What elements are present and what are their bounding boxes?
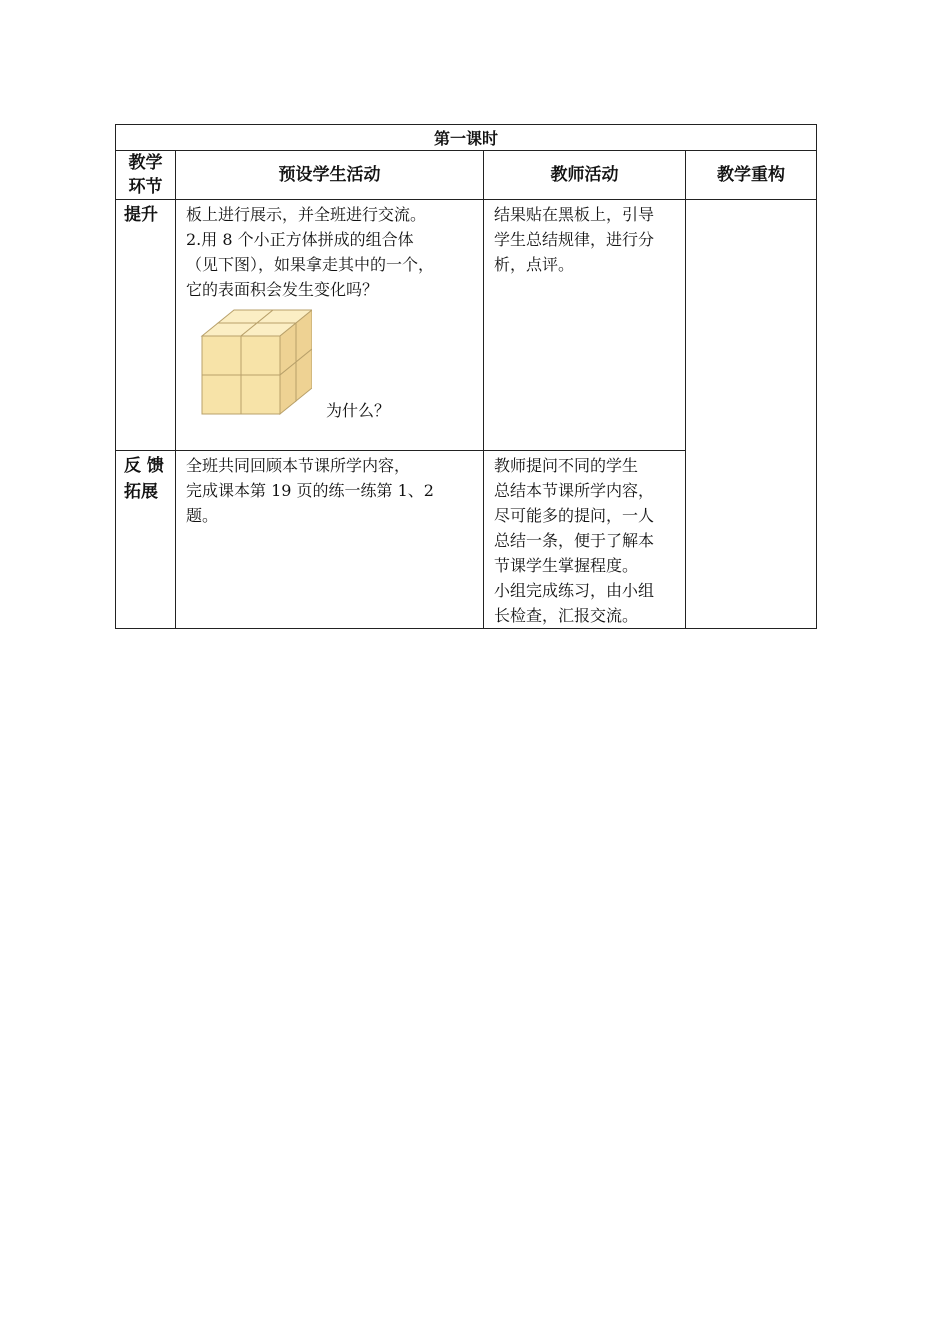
text-line: 总结本节课所学内容， bbox=[494, 481, 655, 500]
text-line: 2.用 8 个小正方体拼成的组合体 bbox=[186, 230, 414, 249]
lesson-table bbox=[115, 124, 817, 629]
stage-label: 拓展 bbox=[124, 482, 158, 502]
stage-label: 提升 bbox=[124, 205, 158, 225]
text-line: 尽可能多的提问，一人 bbox=[494, 506, 655, 525]
student-activity-cell bbox=[176, 451, 484, 629]
header-reconstruct: 教学重构 bbox=[686, 151, 817, 200]
cube-figure-area bbox=[186, 308, 477, 426]
why-question: 为什么？ bbox=[326, 401, 391, 420]
text-line: 结果贴在黑板上，引导 bbox=[494, 205, 655, 224]
text-line: 总结一条，便于了解本 bbox=[494, 531, 655, 550]
text-line: 板上进行展示，并全班进行交流。 bbox=[186, 205, 427, 224]
teacher-activity-cell bbox=[484, 451, 686, 629]
text-line: 长检查，汇报交流。 bbox=[494, 606, 639, 625]
text-line: 题。 bbox=[186, 506, 219, 525]
header-stage bbox=[116, 151, 176, 200]
text-line: 全班共同回顾本节课所学内容， bbox=[186, 456, 411, 475]
text-line: 节课学生掌握程度。 bbox=[494, 556, 639, 575]
stage-cell bbox=[116, 200, 176, 451]
reconstruct-cell bbox=[686, 200, 817, 629]
text-line: 析，点评。 bbox=[494, 255, 575, 274]
cube-front-tile bbox=[202, 336, 241, 375]
text-line: 它的表面积会发生变化吗？ bbox=[186, 280, 379, 299]
cube-front-tile bbox=[241, 375, 280, 414]
header-student-activity: 预设学生活动 bbox=[176, 151, 484, 200]
text-line: 学生总结规律，进行分 bbox=[494, 230, 655, 249]
cube-composite-figure bbox=[200, 308, 312, 420]
teacher-activity-cell bbox=[484, 200, 686, 451]
text-line: 完成课本第 19 页的练一练第 1、2 bbox=[186, 481, 434, 500]
header-stage-line: 环节 bbox=[128, 177, 163, 197]
stage-cell bbox=[116, 451, 176, 629]
header-stage-line: 教学 bbox=[128, 153, 163, 173]
cube-front-tile bbox=[241, 336, 280, 375]
header-teacher-activity: 教师活动 bbox=[484, 151, 686, 200]
stage-label: 反 馈 bbox=[124, 456, 164, 476]
text-line: （见下图），如果拿走其中的一个， bbox=[186, 255, 435, 274]
table-row bbox=[116, 200, 817, 451]
student-activity-cell bbox=[176, 200, 484, 451]
table-title: 第一课时 bbox=[116, 125, 817, 151]
text-line: 教师提问不同的学生 bbox=[494, 456, 639, 475]
text-line: 小组完成练习，由小组 bbox=[494, 581, 655, 600]
cube-front-tile bbox=[202, 375, 241, 414]
